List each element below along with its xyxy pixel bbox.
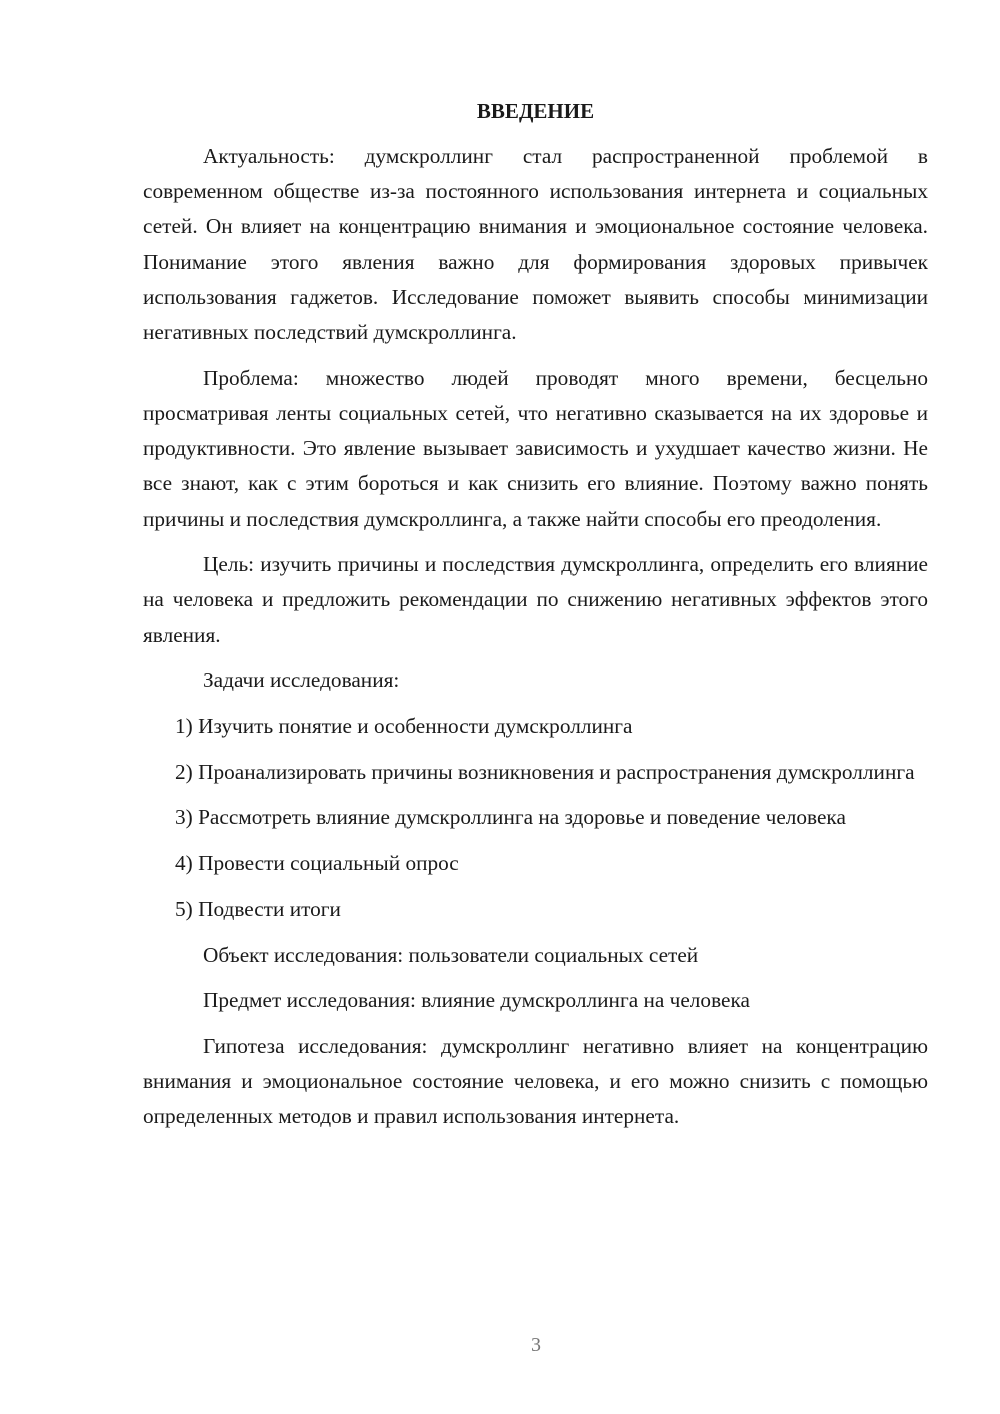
task-item: 2) Проанализировать причины возникновения и распространения думскроллинга	[175, 759, 915, 784]
task-item: 5) Подвести итоги	[175, 896, 341, 921]
page-number: 3	[531, 1334, 541, 1356]
tasks-heading: Задачи исследования:	[203, 668, 400, 693]
document-page	[143, 94, 928, 1145]
goal-paragraph: Цель: изучить причины и последствия думскроллинга, определить его влияние на человека и предложить рекомендации по снижению негативных эффектов этого явления.	[143, 552, 928, 647]
problem-paragraph: Проблема: множество людей проводят много времени, бесцельно просматривая ленты социальных сетей, что негативно сказывается на их здоровье и продуктивности. Это явление вызывает зависимость и ухудшает качество жизни. Не все знают, как с этим бороться и как снизить его влияние. Поэтому важно понять причины и последствия думскроллинга, а также найти способы его преодоления.	[143, 365, 928, 531]
relevance-paragraph: Актуальность: думскроллинг стал распространенной проблемой в современном обществе из-за постоянного использования интернета и социальных сетей. Он влияет на концентрацию внимания и эмоциональное состояние человека. Понимание этого явления важно для формирования здоровых привычек использования гаджетов. Исследование поможет выявить способы минимизации негативных последствий думскроллинга.	[143, 144, 928, 345]
research-hypothesis: Гипотеза исследования: думскроллинг негативно влияет на концентрацию внимания и эмоциональное состояние человека, и его можно снизить с помощью определенных методов и правил использования интернета.	[143, 1033, 928, 1129]
section-title: ВВЕДЕНИЕ	[476, 99, 595, 123]
research-subject: Предмет исследования: влияние думскроллинга на человека	[203, 988, 750, 1013]
task-item: 3) Рассмотреть влияние думскроллинга на здоровье и поведение человека	[175, 805, 846, 830]
task-item: 1) Изучить понятие и особенности думскроллинга	[175, 714, 633, 739]
task-item: 4) Провести социальный опрос	[175, 851, 459, 876]
research-object: Объект исследования: пользователи социальных сетей	[203, 942, 699, 967]
